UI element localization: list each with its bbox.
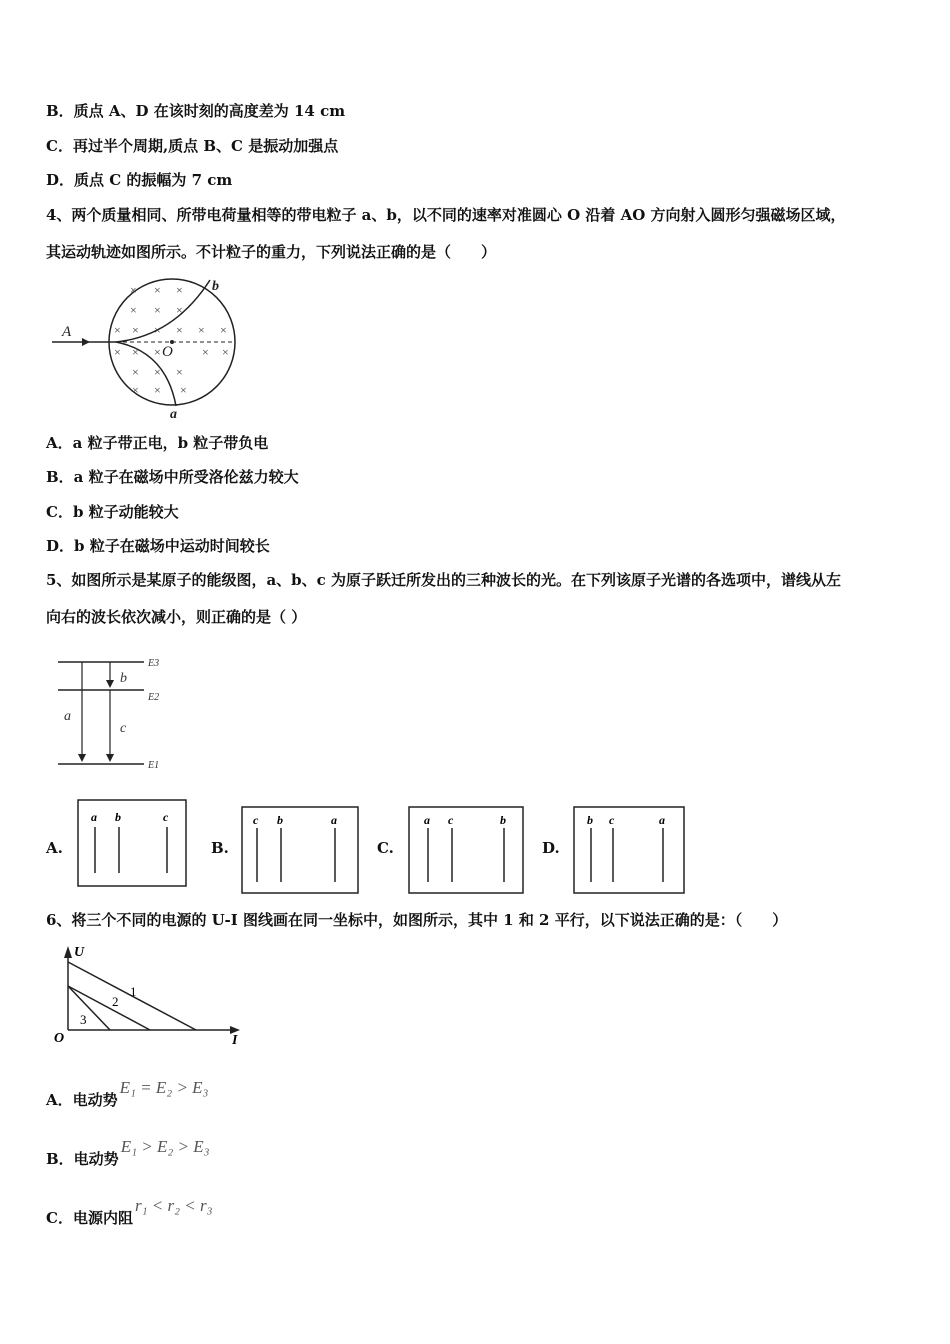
label-line-1: 1 [130,984,137,999]
q5-option-a-label: A. [46,839,63,857]
cross-icon: × [198,323,205,337]
cross-icon: × [176,283,183,297]
spectral-label: c [609,813,615,827]
cross-icon: × [202,345,209,359]
q6-ui-graph [50,942,250,1046]
label-line-3: 3 [80,1012,87,1027]
cross-icon: × [154,365,161,379]
q5-spectrum-c [408,806,524,894]
cross-icon: × [176,365,183,379]
label-b: b [212,279,219,294]
label-i: I [232,1033,238,1046]
q6-option-c-label: C．电源内阻 [46,1209,133,1227]
cross-icon: × [114,323,121,337]
cross-icon: × [176,303,183,317]
q5-option-d-label: D. [542,839,560,857]
label-e1: E1 [148,760,160,771]
cross-icon: × [176,323,183,337]
cross-icon: × [222,345,229,359]
spectral-label: c [163,810,169,824]
cross-icon: × [130,303,137,317]
spectral-label: b [587,813,593,827]
q4-stem-line1: 4、两个质量相同、所带电荷量相等的带电粒子 a、b，以不同的速率对准圆心 O 沿着 AO 方向射入圆形匀强磁场区域， [46,206,846,224]
q6-option-c [46,1196,213,1228]
q4-stem-line2: 其运动轨迹如图所示。不计粒子的重力，下列说法正确的是（ ） [46,243,497,261]
cross-icon: × [154,323,161,337]
q4-option-c: C．b 粒子动能较大 [46,503,179,521]
spectral-label: a [424,813,430,827]
q5-spectrum-d [573,806,685,894]
arrow-down-icon [106,680,114,688]
cross-icon: × [220,323,227,337]
arrow-down-icon [78,754,86,762]
graph-line-3 [68,986,110,1030]
label-o: O [162,344,173,360]
cross-icon: × [154,283,161,297]
q6-stem: 6、将三个不同的电源的 U-I 图线画在同一坐标中，如图所示，其中 1 和 2 平行，以下说法正确的是：（ ） [46,911,788,929]
q6-option-b-formula: E₁ > E₂ > E₃ [120,1137,210,1156]
q5-spectrum-b [241,806,359,894]
spectral-label: a [91,810,97,824]
q5-energy-level-diagram [54,652,174,774]
label-u: U [74,945,85,960]
spectral-label: a [331,813,337,827]
label-transition-c: c [120,721,127,736]
label-a-upper: A [62,324,72,340]
q6-option-a-formula: E₁ = E₂ > E₃ [119,1078,209,1097]
q5-option-b-label: B. [211,839,229,857]
q6-option-b [46,1137,210,1169]
label-origin: O [54,1031,65,1046]
spectral-label: b [500,813,506,827]
q6-option-c-formula: r₁ < r₂ < r₃ [134,1196,213,1215]
q4-option-b: B．a 粒子在磁场中所受洛伦兹力较大 [46,468,299,486]
cross-icon: × [132,365,139,379]
label-transition-b: b [120,671,127,686]
arrow-up-icon [64,946,72,958]
label-line-2: 2 [112,994,119,1009]
q5-stem-line2: 向右的波长依次减小，则正确的是（ ） [46,608,307,626]
spectral-label: c [448,813,454,827]
spectral-label: b [115,810,121,824]
cross-icon: × [154,303,161,317]
cross-icon: × [154,383,161,397]
incident-arrow-icon [82,338,90,346]
q4-magnetic-field-figure [46,272,256,420]
q5-spectrum-a [77,799,187,887]
label-e3: E3 [148,658,160,669]
q5-option-c-label: C. [377,839,394,857]
q4-option-d: D．b 粒子在磁场中运动时间较长 [46,537,270,555]
spectral-label: b [277,813,283,827]
q6-option-b-label: B．电动势 [46,1150,119,1168]
arrow-down-icon [106,754,114,762]
spectral-label: c [253,813,259,827]
cross-icon: × [130,283,137,297]
q3-option-d: D．质点 C 的振幅为 7 cm [46,171,233,189]
q6-option-a [46,1078,209,1110]
spectral-label: a [659,813,665,827]
q5-stem-line1: 5、如图所示是某原子的能级图，a、b、c 为原子跃迁所发出的三种波长的光。在下列该原子光谱的各选项中，谱线从左 [46,571,842,589]
label-transition-a: a [64,709,71,724]
cross-icon: × [132,383,139,397]
cross-icon: × [180,383,187,397]
label-a: a [170,407,177,420]
cross-icon: × [154,345,161,359]
q3-option-b: B．质点 A、D 在该时刻的高度差为 14 cm [46,102,346,120]
q6-option-a-label: A．电动势 [46,1091,118,1109]
label-e2: E2 [148,692,160,703]
cross-icon: × [132,345,139,359]
q4-option-a: A．a 粒子带正电，b 粒子带负电 [46,434,269,452]
cross-icon: × [114,345,121,359]
cross-icon: × [132,323,139,337]
q3-option-c: C．再过半个周期,质点 B、C 是振动加强点 [46,137,339,155]
